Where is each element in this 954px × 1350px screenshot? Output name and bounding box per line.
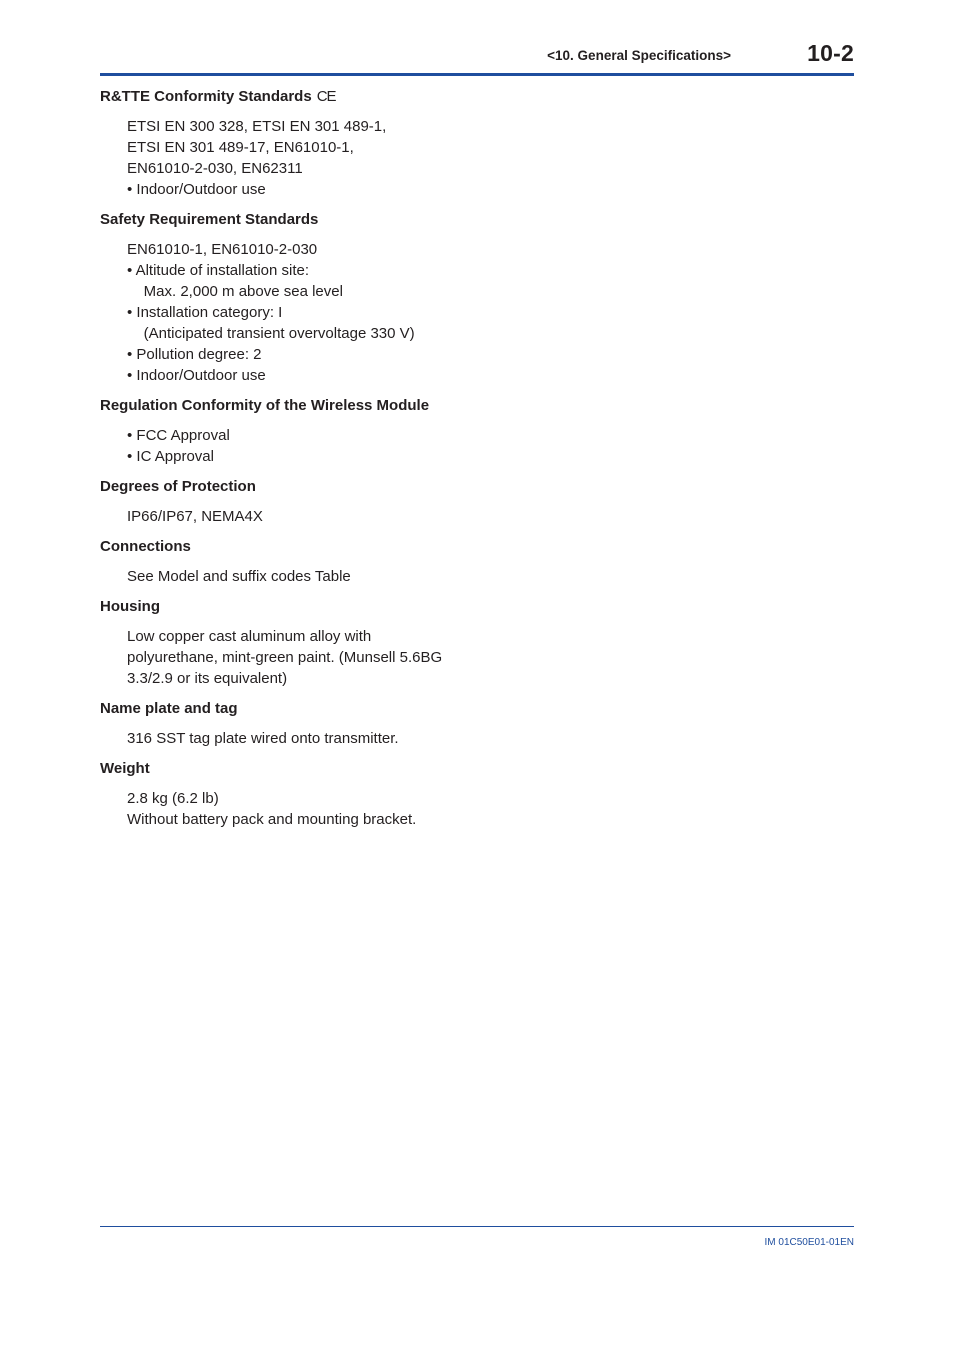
section-line: EN61010-2-030, EN62311 — [127, 160, 303, 177]
section-title: Housing — [100, 598, 160, 615]
section-heading-safety — [100, 209, 520, 230]
section-line: ETSI EN 301 489-17, EN61010-1, — [127, 139, 354, 156]
ce-mark-icon: CE — [316, 88, 336, 105]
section-line: • FCC Approval — [127, 427, 230, 444]
section-line: Without battery pack and mounting bracket. — [127, 811, 417, 828]
running-header-section: <10. General Specifications> — [547, 48, 731, 63]
section-body-wireless — [127, 425, 520, 467]
section-title: Regulation Conformity of the Wireless Module — [100, 397, 430, 414]
section-heading-weight — [100, 758, 520, 779]
section-title: Safety Requirement Standards — [100, 211, 319, 228]
section-heading-protection — [100, 476, 520, 497]
section-heading-connections — [100, 536, 520, 557]
section-line: Max. 2,000 m above sea level — [127, 283, 343, 300]
section-line: • IC Approval — [127, 448, 214, 465]
section-line: • Altitude of installation site: — [127, 262, 310, 279]
section-title: Degrees of Protection — [100, 478, 256, 495]
section-title: Name plate and tag — [100, 700, 238, 717]
section-line: • Indoor/Outdoor use — [127, 181, 266, 198]
section-body-housing — [127, 626, 520, 689]
section-heading-wireless — [100, 395, 520, 416]
section-line: (Anticipated transient overvoltage 330 V) — [127, 325, 415, 342]
document-id: IM 01C50E01-01EN — [764, 1237, 854, 1248]
section-body-safety — [127, 239, 520, 386]
header-divider — [100, 73, 854, 76]
section-body-weight — [127, 788, 520, 830]
section-body-nameplate — [127, 728, 520, 749]
section-title: Connections — [100, 538, 191, 555]
page-number: 10-2 — [807, 40, 854, 66]
section-line: polyurethane, mint-green paint. (Munsell 5.6BG — [127, 649, 443, 666]
section-heading-housing — [100, 596, 520, 617]
section-line: 316 SST tag plate wired onto transmitter. — [127, 730, 399, 747]
footer-divider — [100, 1226, 854, 1227]
section-line: • Pollution degree: 2 — [127, 346, 262, 363]
section-body-connections — [127, 566, 520, 587]
section-body-protection — [127, 506, 520, 527]
section-line: 2.8 kg (6.2 lb) — [127, 790, 219, 807]
section-line: ETSI EN 300 328, ETSI EN 301 489-1, — [127, 118, 387, 135]
section-line: • Installation category: I — [127, 304, 283, 321]
section-title: Weight — [100, 760, 150, 777]
section-line: • Indoor/Outdoor use — [127, 367, 266, 384]
section-body-rtte — [127, 116, 520, 200]
section-line: 3.3/2.9 or its equivalent) — [127, 670, 288, 687]
spec-content — [100, 86, 520, 830]
section-line: See Model and suffix codes Table — [127, 568, 351, 585]
section-line: EN61010-1, EN61010-2-030 — [127, 241, 318, 258]
section-line: Low copper cast aluminum alloy with — [127, 628, 372, 645]
section-heading-rtte — [100, 86, 520, 107]
section-heading-nameplate — [100, 698, 520, 719]
section-line: IP66/IP67, NEMA4X — [127, 508, 263, 525]
section-title: R&TTE Conformity Standards — [100, 88, 312, 105]
